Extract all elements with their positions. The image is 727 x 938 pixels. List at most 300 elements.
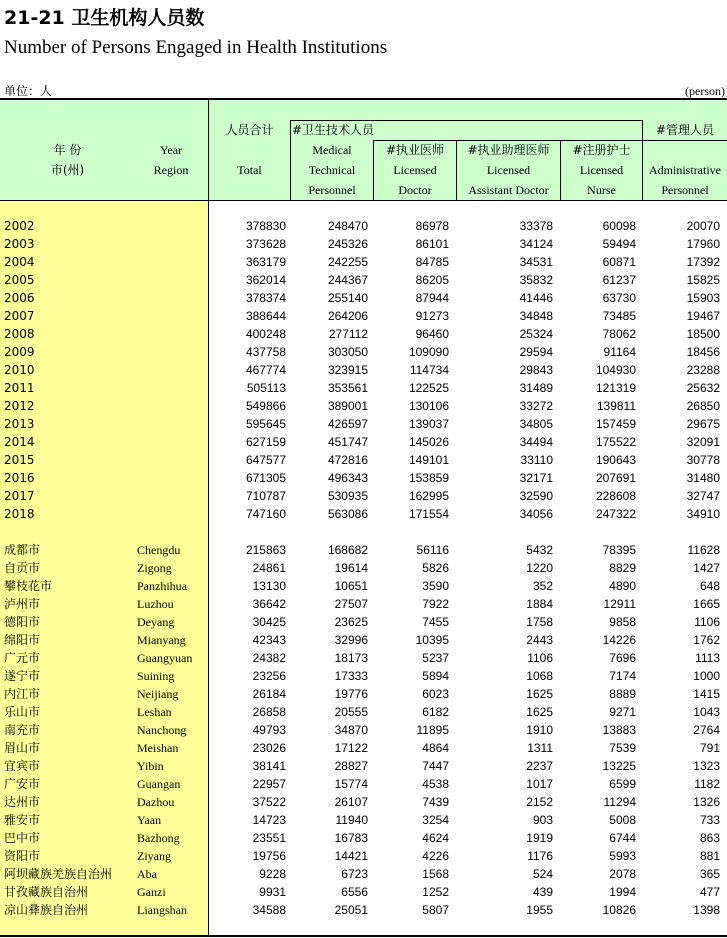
cell-value: 228608: [595, 489, 636, 503]
table-row: [0, 649, 727, 667]
header-medical-en-2: Technical: [308, 163, 356, 177]
cell-value: 37522: [252, 795, 286, 809]
cell-value: 549866: [245, 399, 286, 413]
table-row: [0, 469, 727, 487]
cell-value: 1955: [526, 903, 553, 917]
cell-value: 3590: [422, 579, 449, 593]
table-row: [0, 577, 727, 595]
cell-value: 14723: [252, 813, 286, 827]
cell-value: 162995: [408, 489, 449, 503]
table-row: [0, 343, 727, 361]
cell-value: 747160: [245, 507, 286, 521]
cell-value: 18500: [686, 327, 720, 341]
cell-value: 5826: [422, 561, 449, 575]
cell-value: 1625: [526, 687, 553, 701]
row-label-cn: 雅安市: [4, 813, 41, 827]
cell-value: 11628: [687, 543, 720, 557]
cell-value: 1994: [609, 885, 636, 899]
row-label-en: Suining: [137, 669, 175, 683]
header-asst-cn: #执业助理医师: [467, 143, 550, 157]
row-label-cn: 2012: [4, 399, 35, 413]
cell-value: 145026: [408, 435, 449, 449]
cell-value: 595645: [245, 417, 286, 431]
header-nurse-cn: #注册护士: [572, 143, 631, 157]
header-region-cn: 市(州): [50, 163, 85, 177]
cell-value: 25324: [519, 327, 553, 341]
cell-value: 19776: [334, 687, 368, 701]
row-label-cn: 2016: [4, 471, 35, 485]
cell-value: 17392: [686, 255, 720, 269]
cell-value: 23625: [334, 615, 368, 629]
row-label-en: Yaan: [137, 813, 162, 827]
cell-value: 16783: [334, 831, 368, 845]
cell-value: 34531: [519, 255, 553, 269]
table-bottom-rule: [0, 935, 727, 937]
cell-value: 903: [532, 813, 553, 827]
row-label-en: Bazhong: [137, 831, 180, 845]
row-label-cn: 2005: [4, 273, 35, 287]
cell-value: 20555: [334, 705, 368, 719]
cell-value: 881: [699, 849, 720, 863]
cell-value: 59494: [602, 237, 636, 251]
cell-value: 3254: [422, 813, 449, 827]
cell-value: 1398: [693, 903, 720, 917]
cell-value: 33378: [519, 219, 553, 233]
header-doctor-en-2: Doctor: [398, 183, 432, 197]
cell-value: 1252: [422, 885, 449, 899]
cell-value: 791: [699, 741, 720, 755]
row-label-cn: 内江市: [4, 687, 41, 701]
cell-value: 6723: [341, 867, 368, 881]
table-row: [0, 865, 727, 883]
cell-value: 17122: [334, 741, 368, 755]
table-row: [0, 235, 727, 253]
cell-value: 1220: [526, 561, 553, 575]
cell-value: 1884: [526, 597, 553, 611]
cell-value: 6599: [609, 777, 636, 791]
cell-value: 29594: [519, 345, 553, 359]
header-divider: [373, 140, 374, 200]
cell-value: 5432: [526, 543, 553, 557]
cell-value: 389001: [327, 399, 368, 413]
row-label-cn: 资阳市: [4, 849, 41, 863]
cell-value: 1427: [693, 561, 720, 575]
table-row: [0, 811, 727, 829]
table-row: [0, 253, 727, 271]
cell-value: 10651: [334, 579, 368, 593]
cell-value: 10826: [602, 903, 636, 917]
cell-value: 157459: [595, 417, 636, 431]
cell-value: 171554: [408, 507, 449, 521]
cell-value: 15825: [686, 273, 720, 287]
cell-value: 35832: [519, 273, 553, 287]
row-label-cn: 眉山市: [4, 741, 41, 755]
cell-value: 20070: [686, 219, 720, 233]
row-label-en: Yibin: [137, 759, 164, 773]
table-row: [0, 397, 727, 415]
cell-value: 647577: [245, 453, 286, 467]
row-label-en: Ziyang: [137, 849, 171, 863]
cell-value: 5807: [422, 903, 449, 917]
cell-value: 86101: [415, 237, 449, 251]
row-label-cn: 南充市: [4, 723, 41, 737]
cell-value: 5993: [609, 849, 636, 863]
cell-value: 4864: [422, 741, 449, 755]
cell-value: 4890: [609, 579, 636, 593]
header-medical-en-3: Personnel: [308, 183, 356, 197]
row-label-cn: 2013: [4, 417, 35, 431]
cell-value: 86205: [415, 273, 449, 287]
row-label-cn: 凉山彝族自治州: [4, 903, 89, 917]
cell-value: 42343: [252, 633, 286, 647]
cell-value: 23026: [252, 741, 286, 755]
cell-value: 4624: [422, 831, 449, 845]
cell-value: 648: [699, 579, 720, 593]
cell-value: 242255: [327, 255, 368, 269]
cell-value: 91273: [415, 309, 449, 323]
cell-value: 353561: [327, 381, 368, 395]
table-row: [0, 793, 727, 811]
cell-value: 1017: [526, 777, 553, 791]
cell-value: 2443: [526, 633, 553, 647]
cell-value: 378830: [245, 219, 286, 233]
row-label-en: Meishan: [137, 741, 179, 755]
header-divider: [290, 120, 291, 200]
cell-value: 2078: [609, 867, 636, 881]
cell-value: 363179: [245, 255, 286, 269]
cell-value: 22957: [252, 777, 286, 791]
row-label-cn: 达州市: [4, 795, 41, 809]
row-label-cn: 2008: [4, 327, 35, 341]
row-label-cn: 2004: [4, 255, 35, 269]
cell-value: 1665: [693, 597, 720, 611]
table-row: [0, 847, 727, 865]
cell-value: 91164: [603, 345, 636, 359]
cell-value: 5237: [422, 651, 449, 665]
table-row: [0, 379, 727, 397]
cell-value: 34848: [519, 309, 553, 323]
header-region-en: Region: [153, 163, 189, 177]
row-label-en: Neijiang: [137, 687, 179, 701]
cell-value: 60098: [602, 219, 636, 233]
cell-value: 378374: [245, 291, 286, 305]
cell-value: 207691: [595, 471, 636, 485]
header-bottom-rule: [0, 200, 727, 201]
cell-value: 1762: [693, 633, 720, 647]
cell-value: 122525: [408, 381, 449, 395]
header-nurse-en-1: Licensed: [579, 163, 624, 177]
header-divider: [456, 140, 457, 200]
cell-value: 30425: [252, 615, 286, 629]
cell-value: 18456: [686, 345, 720, 359]
cell-value: 400248: [245, 327, 286, 341]
table-row: [0, 487, 727, 505]
header-admin-cn: #管理人员: [655, 123, 715, 137]
cell-value: 84785: [415, 255, 449, 269]
cell-value: 26184: [252, 687, 286, 701]
row-label-en: Panzhihua: [137, 579, 187, 593]
row-label-en: Aba: [137, 867, 157, 881]
cell-value: 32996: [334, 633, 368, 647]
cell-value: 7696: [609, 651, 636, 665]
cell-value: 2764: [693, 723, 720, 737]
cell-value: 215863: [245, 543, 286, 557]
cell-value: 277112: [328, 327, 368, 341]
table-row: [0, 721, 727, 739]
cell-value: 7174: [609, 669, 636, 683]
cell-value: 23551: [252, 831, 286, 845]
cell-value: 6556: [341, 885, 368, 899]
row-label-cn: 2018: [4, 507, 35, 521]
row-label-cn: 2017: [4, 489, 35, 503]
row-label-en: Liangshan: [137, 903, 187, 917]
header-divider: [560, 140, 561, 200]
cell-value: 61237: [602, 273, 636, 287]
cell-value: 23288: [686, 363, 720, 377]
header-year-cn: 年 份: [53, 143, 82, 157]
row-label-cn: 2006: [4, 291, 35, 305]
cell-value: 563086: [327, 507, 368, 521]
cell-value: 109090: [408, 345, 449, 359]
row-label-cn: 泸州市: [4, 597, 41, 611]
cell-value: 60871: [602, 255, 636, 269]
cell-value: 12911: [603, 597, 636, 611]
row-label-cn: 绵阳市: [4, 633, 41, 647]
header-subgroup-rule: [290, 120, 642, 121]
cell-value: 7447: [422, 759, 449, 773]
row-label-en: Leshan: [137, 705, 172, 719]
cell-value: 17333: [334, 669, 368, 683]
cell-value: 26858: [252, 705, 286, 719]
row-label-cn: 2009: [4, 345, 35, 359]
cell-value: 247322: [595, 507, 636, 521]
cell-value: 121319: [595, 381, 636, 395]
cell-value: 1625: [526, 705, 553, 719]
cell-value: 11940: [335, 813, 368, 827]
cell-value: 130106: [408, 399, 449, 413]
cell-value: 26850: [686, 399, 720, 413]
cell-value: 1113: [695, 651, 720, 665]
cell-value: 863: [699, 831, 720, 845]
cell-value: 32091: [686, 435, 720, 449]
cell-value: 5008: [609, 813, 636, 827]
cell-value: 32747: [686, 489, 720, 503]
header-medical-en-1: Medical: [312, 143, 352, 157]
row-label-cn: 宜宾市: [4, 759, 41, 773]
cell-value: 9858: [609, 615, 636, 629]
cell-value: 190643: [595, 453, 636, 467]
cell-value: 1568: [422, 867, 449, 881]
row-label-cn: 德阳市: [4, 615, 41, 629]
table-row: [0, 667, 727, 685]
cell-value: 1910: [526, 723, 553, 737]
header-admin-rule: [643, 140, 727, 141]
cell-value: 710787: [245, 489, 286, 503]
cell-value: 96460: [415, 327, 449, 341]
cell-value: 78062: [602, 327, 636, 341]
cell-value: 27507: [334, 597, 368, 611]
cell-value: 149101: [408, 453, 449, 467]
cell-value: 245326: [327, 237, 368, 251]
header-asst-en-2: Assistant Doctor: [468, 183, 549, 197]
cell-value: 153859: [408, 471, 449, 485]
cell-value: 10395: [415, 633, 449, 647]
cell-value: 9228: [259, 867, 286, 881]
cell-value: 28827: [334, 759, 368, 773]
cell-value: 17960: [686, 237, 720, 251]
table-row: [0, 307, 727, 325]
cell-value: 15774: [334, 777, 368, 791]
cell-value: 33272: [519, 399, 553, 413]
cell-value: 388644: [245, 309, 286, 323]
row-label-cn: 2003: [4, 237, 35, 251]
table-row: [0, 451, 727, 469]
cell-value: 34870: [334, 723, 368, 737]
cell-value: 11895: [416, 723, 449, 737]
table-row: [0, 631, 727, 649]
table-row: [0, 289, 727, 307]
header-doctor-cn: #执业医师: [385, 143, 445, 157]
cell-value: 373628: [245, 237, 286, 251]
cell-value: 1000: [693, 669, 720, 683]
cell-value: 1919: [526, 831, 553, 845]
row-label-cn: 成都市: [4, 543, 41, 557]
row-label-cn: 遂宁市: [4, 669, 41, 683]
cell-value: 139811: [596, 399, 636, 413]
cell-value: 4226: [422, 849, 449, 863]
table-row: [0, 613, 727, 631]
cell-value: 32590: [519, 489, 553, 503]
table-row: [0, 595, 727, 613]
table-row: [0, 703, 727, 721]
table-row: [0, 739, 727, 757]
cell-value: 627159: [245, 435, 286, 449]
cell-value: 6182: [422, 705, 449, 719]
header-detail-rule: [373, 140, 642, 141]
page-title-cn: 21-21 卫生机构人员数: [4, 7, 205, 29]
cell-value: 104930: [595, 363, 636, 377]
cell-value: 63730: [602, 291, 636, 305]
row-label-cn: 阿坝藏族羌族自治州: [4, 867, 113, 881]
row-label-cn: 2010: [4, 363, 35, 377]
header-admin-en-2: Personnel: [661, 183, 709, 197]
cell-value: 1311: [527, 741, 553, 755]
cell-value: 87944: [415, 291, 449, 305]
table-row: [0, 541, 727, 559]
row-label-en: Deyang: [137, 615, 175, 629]
cell-value: 671305: [245, 471, 286, 485]
row-label-en: Chengdu: [137, 543, 181, 557]
header-year-en: Year: [159, 143, 183, 157]
cell-value: 496343: [327, 471, 368, 485]
cell-value: 24861: [252, 561, 286, 575]
cell-value: 1182: [694, 777, 720, 791]
row-label-en: Nanchong: [137, 723, 187, 737]
cell-value: 30778: [686, 453, 720, 467]
cell-value: 34910: [686, 507, 720, 521]
cell-value: 38141: [252, 759, 286, 773]
cell-value: 18173: [334, 651, 368, 665]
row-label-cn: 2011: [4, 381, 35, 395]
cell-value: 31480: [686, 471, 720, 485]
cell-value: 14421: [334, 849, 368, 863]
table-row: [0, 217, 727, 235]
row-label-cn: 乐山市: [4, 705, 41, 719]
cell-value: 168682: [327, 543, 368, 557]
cell-value: 477: [699, 885, 720, 899]
cell-value: 9271: [609, 705, 636, 719]
cell-value: 34494: [519, 435, 553, 449]
cell-value: 255140: [327, 291, 368, 305]
cell-value: 5894: [422, 669, 449, 683]
cell-value: 451747: [327, 435, 368, 449]
cell-value: 56116: [416, 543, 449, 557]
cell-value: 1176: [527, 849, 553, 863]
cell-value: 1106: [694, 615, 720, 629]
cell-value: 244367: [327, 273, 368, 287]
cell-value: 426597: [327, 417, 368, 431]
cell-value: 86978: [415, 219, 449, 233]
cell-value: 34588: [252, 903, 286, 917]
cell-value: 467774: [245, 363, 286, 377]
table-row: [0, 415, 727, 433]
cell-value: 1415: [693, 687, 720, 701]
cell-value: 1326: [693, 795, 720, 809]
row-label-cn: 广安市: [4, 777, 41, 791]
cell-value: 78395: [602, 543, 636, 557]
cell-value: 29843: [519, 363, 553, 377]
table-row: [0, 271, 727, 289]
row-label-cn: 巴中市: [4, 831, 41, 845]
cell-value: 7439: [422, 795, 449, 809]
cell-value: 530935: [327, 489, 368, 503]
row-label-cn: 2014: [4, 435, 35, 449]
table-row: [0, 883, 727, 901]
cell-value: 34805: [519, 417, 553, 431]
row-label-cn: 2002: [4, 219, 35, 233]
cell-value: 24382: [252, 651, 286, 665]
row-label-en: Guangyuan: [137, 651, 193, 665]
header-asst-en-1: Licensed: [486, 163, 531, 177]
table-row: [0, 829, 727, 847]
header-admin-en-1: Administrative: [649, 163, 721, 177]
cell-value: 7539: [609, 741, 636, 755]
cell-value: 19614: [334, 561, 368, 575]
cell-value: 13130: [252, 579, 286, 593]
table-row: [0, 559, 727, 577]
cell-value: 25632: [686, 381, 720, 395]
cell-value: 323915: [327, 363, 368, 377]
cell-value: 8889: [609, 687, 636, 701]
table-row: [0, 901, 727, 919]
cell-value: 248470: [327, 219, 368, 233]
header-health-tech-cn: #卫生技术人员: [292, 123, 375, 137]
row-label-en: Dazhou: [137, 795, 175, 809]
cell-value: 1758: [526, 615, 553, 629]
row-label-cn: 广元市: [4, 651, 41, 665]
cell-value: 1106: [527, 651, 553, 665]
cell-value: 1068: [526, 669, 553, 683]
cell-value: 15903: [686, 291, 720, 305]
cell-value: 9931: [259, 885, 286, 899]
header-total-en: Total: [237, 163, 262, 177]
cell-value: 1043: [693, 705, 720, 719]
cell-value: 49793: [252, 723, 286, 737]
row-label-en: Luzhou: [137, 597, 174, 611]
table-row: [0, 775, 727, 793]
cell-value: 29675: [686, 417, 720, 431]
unit-label-en: (person): [685, 84, 725, 98]
